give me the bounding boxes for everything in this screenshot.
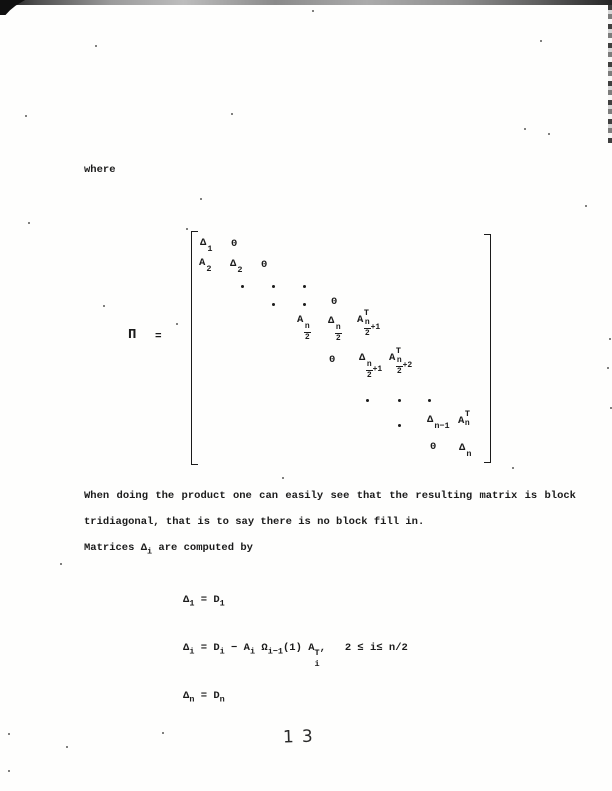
matrix-entry: 0 — [261, 259, 268, 271]
matrices-computed-line — [84, 541, 253, 558]
scan-speckle — [282, 477, 284, 479]
matrix-entry: Δ 2 — [230, 258, 243, 275]
token-text: = D — [194, 642, 220, 654]
scan-speckle — [95, 45, 97, 47]
token-text: (1) A — [283, 642, 315, 654]
fraction-subscript: $\frac{n}{2}$ — [335, 323, 341, 343]
token-text: Matrices Δ — [84, 542, 148, 554]
fraction-subscript: $\frac{n}{2}$ — [366, 360, 372, 380]
fraction-subscript: $\frac{n}{2}$ — [364, 317, 370, 338]
matrix-entry: 0 — [329, 354, 336, 366]
scan-speckle — [231, 113, 233, 115]
matrix-entry: 0 — [430, 441, 437, 453]
scan-right-edge-streak — [608, 5, 612, 143]
matrix-entry: 0 — [231, 238, 238, 250]
matrix-entry: A T $\frac{n}{2}$ +2 — [389, 346, 413, 376]
token-subscript: i — [219, 646, 225, 657]
matrix-entry: A 2 — [199, 257, 212, 274]
matrix-diagonal-dot — [272, 303, 275, 306]
pi-symbol: Π — [128, 327, 137, 343]
token-text: , 2 ≤ i≤ n/2 — [319, 642, 408, 654]
matrix-diagonal-dot — [241, 285, 244, 288]
scan-speckle — [176, 323, 178, 325]
token-subscript: n — [219, 694, 225, 705]
token-subscript: i−1 — [267, 646, 283, 657]
token-text: Δ — [183, 642, 190, 654]
matrix-diagonal-dot — [398, 399, 401, 402]
scan-speckle — [66, 746, 68, 748]
token-text: = D — [194, 690, 220, 702]
scan-speckle — [524, 128, 526, 130]
body-paragraph: When doing the product one can easily see that the resulting matrix is block tridiagonal, that is to say there is no block fill in. — [84, 490, 576, 528]
scan-speckle — [8, 733, 10, 735]
fraction-subscript: $\frac{n}{2}$ — [304, 322, 310, 342]
token-text: = D — [194, 594, 220, 606]
scan-speckle — [540, 40, 542, 42]
matrix-entry: Δ 1 — [200, 237, 213, 254]
token-subscript: 1 — [189, 598, 195, 609]
matrix-right-bracket — [484, 234, 491, 463]
scan-speckle — [162, 732, 164, 734]
matrix-entry: Δ $\frac{n}{2}$ — [328, 315, 341, 343]
matrix-entry: Δ n — [459, 442, 472, 459]
scan-speckle — [312, 10, 314, 12]
token-subscript: n — [189, 694, 195, 705]
token-text: Ω — [255, 642, 268, 654]
page-number: 13 — [282, 726, 321, 748]
matrix-entry: 0 — [331, 296, 338, 308]
scan-speckle — [60, 563, 62, 565]
where-label: where — [84, 164, 116, 176]
scan-speckle — [103, 305, 105, 307]
matrix-diagonal-dot — [272, 285, 275, 288]
matrix-diagonal-dot — [303, 285, 306, 288]
scan-speckle — [186, 228, 188, 230]
equation-delta-n — [183, 689, 225, 706]
token-text: Δ — [183, 594, 190, 606]
equals-sign: = — [155, 331, 162, 343]
fraction-subscript: $\frac{n}{2}$ — [396, 355, 402, 376]
matrix-diagonal-dot — [428, 399, 431, 402]
matrix-diagonal-dot — [366, 399, 369, 402]
token-subscript: i — [249, 646, 256, 657]
matrix-entry: A T n — [458, 409, 470, 428]
scan-speckle — [200, 198, 202, 200]
scan-speckle — [548, 133, 550, 135]
token-text: − A — [224, 642, 250, 654]
token-subscript: 1 — [219, 598, 225, 609]
token-sup-sub-stack: T i — [314, 648, 320, 669]
token-subscript: i — [147, 546, 153, 557]
matrix-left-bracket — [191, 231, 198, 465]
equation-delta-i — [183, 641, 408, 668]
scan-speckle — [28, 222, 30, 224]
matrix-entry: Δ n−1 — [427, 414, 450, 431]
token-text: are computed by — [152, 542, 253, 554]
matrix-entry: Δ $\frac{n}{2}$ +1 — [359, 352, 383, 380]
scan-speckle — [609, 338, 611, 340]
equation-delta-1 — [183, 593, 225, 610]
scan-speckle — [8, 770, 10, 772]
token-subscript: i — [189, 646, 195, 657]
matrix-entry: A T $\frac{n}{2}$ +1 — [357, 308, 381, 338]
matrix-diagonal-dot — [398, 424, 401, 427]
scan-speckle — [512, 467, 514, 469]
token-text: Δ — [183, 690, 190, 702]
scan-corner-blob — [0, 0, 25, 15]
scan-speckle — [607, 367, 609, 369]
matrix-diagonal-dot — [303, 303, 306, 306]
scan-speckle — [585, 205, 587, 207]
scan-speckle — [25, 115, 27, 117]
scan-top-edge-band — [0, 0, 612, 5]
matrix-entry: A $\frac{n}{2}$ — [297, 314, 310, 342]
